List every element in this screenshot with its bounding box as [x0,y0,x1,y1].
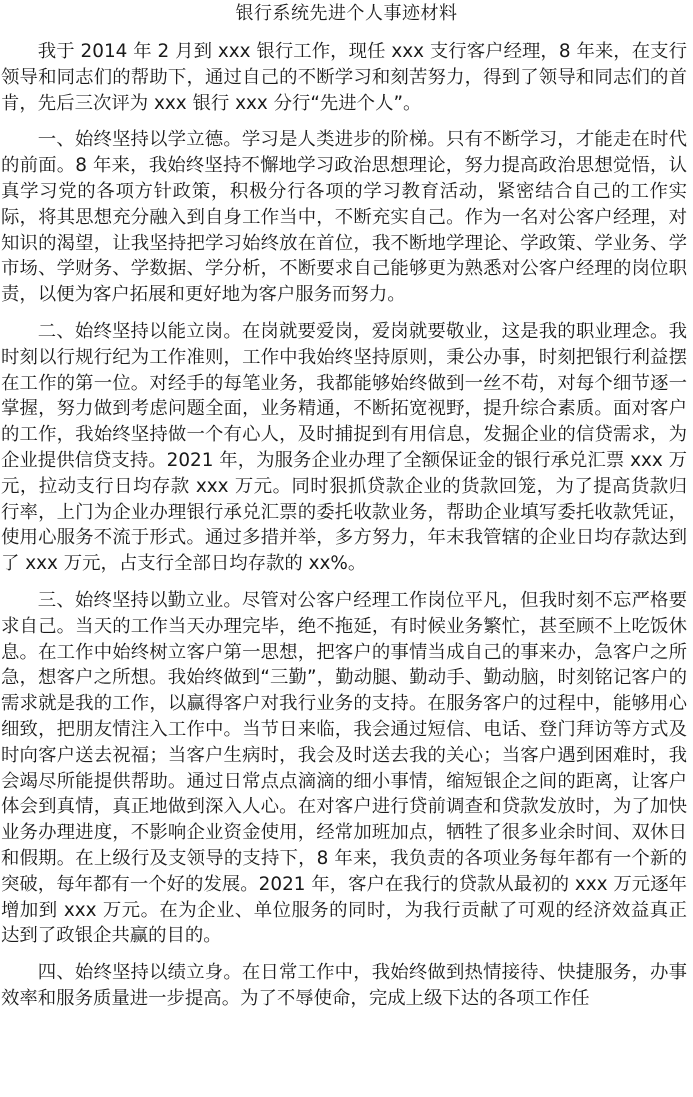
paragraph-section-1: 一、始终坚持以学立德。学习是人类进步的阶梯。只有不断学习，才能走在时代的前面。8 年来，我始终坚持不懈地学习政治思想理论，努力提高政治思想觉悟，认真学习党的各项方针政策，积极分行各项的学习教育活动，紧密结合自己的工作实际，将其思想充分融入到自身工作当中，不断充实自己。作为一名对公客户经理，对知识的渴望，让我坚持把学习始终放在首位，我不断地学理论、学政策、学业务、学市场、学财务、学数据、学分析，不断要求自己能够更为熟悉对公客户经理的岗位职责，以便为客户拓展和更好地为客户服务而努力。 [1,129,687,306]
document-title: 银行系统先进个人事迹材料 [235,3,458,24]
paragraph-intro: 我于 2014 年 2 月到 xxx 银行工作，现任 xxx 支行客户经理，8 年来，在支行领导和同志们的帮助下，通过自己的不断学习和刻苦努力，得到了领导和同志们的首肯，先后三次评为 xxx 银行 xxx 分行“先进个人”。 [1,41,687,114]
paragraph-section-4: 四、始终坚持以绩立身。在日常工作中，我始终做到热情接待、快捷服务，办事效率和服务质量进一步提高。为了不辱使命，完成上级下达的各项工作任 [1,962,687,1009]
paragraph-section-3: 三、始终坚持以勤立业。尽管对公客户经理工作岗位平凡，但我时刻不忘严格要求自己。当天的工作当天办理完毕，绝不拖延，有时候业务繁忙，甚至顾不上吃饭休息。在工作中始终树立客户第一思想，把客户的事情当成自己的事来办，急客户之所急，想客户之所想。我始终做到“三勤”，勤动腿、勤动手、勤动脑，时刻铭记客户的需求就是我的工作，以赢得客户对我行业务的支持。在服务客户的过程中，能够用心细致，把朋友情注入工作中。当节日来临，我会通过短信、电话、登门拜访等方式及时向客户送去祝福；当客户生病时，我会及时送去我的关心；当客户遇到困难时，我会竭尽所能提供帮助。通过日常点点滴滴的细小事情，缩短银企之间的距离，让客户体会到真情，真正地做到深入人心。在对客户进行贷前调查和贷款发放时，为了加快业务办理进度，不影响企业资金使用，经常加班加点，牺牲了很多业余时间、双休日和假期。在上级行及支领导的支持下，8 年来，我负责的各项业务每年都有一个新的突破，每年都有一个好的发展。2021 年，客户在我行的贷款从最初的 xxx 万元逐年增加到 xxx 万元。在为企业、单位服务的同时，为我行贡献了可观的经济效益真正达到了政银企共赢的目的。 [1,589,687,947]
paragraph-section-2: 二、始终坚持以能立岗。在岗就要爱岗，爱岗就要敬业，这是我的职业理念。我时刻以行规行纪为工作准则，工作中我始终坚持原则，秉公办事，时刻把银行利益摆在工作的第一位。对经手的每笔业务，我都能够始终做到一丝不苟，对每个细节逐一掌握，努力做到考虑问题全面，业务精通，不断拓宽视野，提升综合素质。面对客户的工作，我始终坚持做一个有心人，及时捕捉到有用信息，发掘企业的信贷需求，为企业提供信贷支持。2021 年，为服务企业办理了全额保证金的银行承兑汇票 xxx 万元，拉动支行日均存款 xxx 万元。同时狠抓贷款企业的货款回笼，为了提高货款归行率，上门为企业办理银行承兑汇票的委托收款业务，帮助企业填写委托收款凭证，使用心服务不流于形式。通过多措并举，多方努力，年末我管辖的企业日均存款达到了 xxx 万元，占支行全部日均存款的 xx%。 [1,320,687,575]
